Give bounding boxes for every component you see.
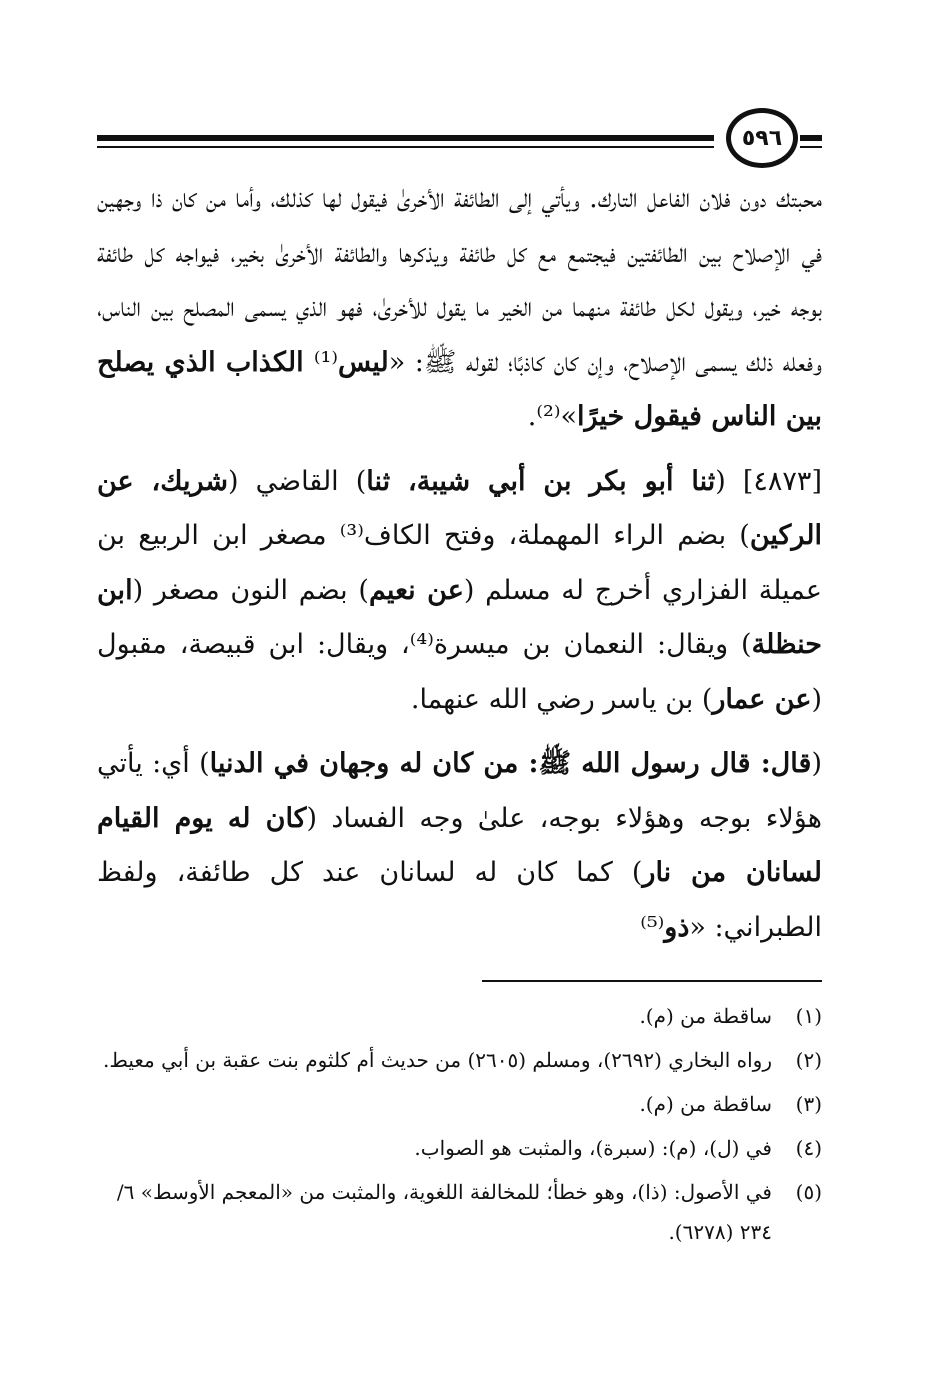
footnote-text: في (ل)، (م): (سبرة)، والمثبت هو الصواب. bbox=[414, 1136, 772, 1160]
footnote-text: ساقطة من (م). bbox=[639, 1004, 772, 1028]
bold-text-run: عن نعيم bbox=[368, 574, 464, 606]
main-text bbox=[97, 172, 822, 955]
footnote-number: (٣) bbox=[795, 1092, 822, 1116]
bold-text-run: ثنا أبو بكر بن أبي شيبة، ثنا bbox=[366, 465, 716, 497]
paragraph bbox=[97, 737, 822, 955]
footnote bbox=[97, 1040, 822, 1080]
footnote-number: (١) bbox=[795, 1004, 822, 1028]
text-run: ⁽⁵⁾ bbox=[640, 911, 665, 943]
footnote bbox=[97, 1172, 822, 1252]
text-run: ) بضم النون مصغر ( bbox=[132, 574, 369, 606]
page-header bbox=[97, 108, 822, 178]
footnote-number: (٢) bbox=[795, 1048, 822, 1072]
bold-text-run: كان له يوم القيام لسانان من نار bbox=[97, 802, 822, 888]
text-run: محبتك دون فلان الفاعل التارك. ويأتي إلى الطائفة الأخرىٰ فيقول لها كذلك، وأما من كان ذا وجهين في الإصلاح بين الطائفتين فيجتمع مع كل طائفة ويذكرها والطائفة الأخرىٰ بخير، فيواجه كل طائفة بوجه خير، ويقول لكل طائفة منهما من الخير ما يقول للأخرىٰ، فهو الذي يسمى المصلح بين الناس، وفعله ذلك يسمى الإصلاح، وإن كان كاذبًا؛ لقوله ﷺ: « bbox=[97, 183, 822, 378]
header-rule-right bbox=[800, 135, 822, 141]
bold-text-run: عن عمار bbox=[712, 683, 812, 715]
text-run: ) كما كان له لسانان عند كل طائفة، ولفظ الطبراني: « bbox=[97, 857, 822, 943]
bold-text-run: ابن حنظلة bbox=[97, 574, 822, 660]
text-run: ) أي: يأتي هؤلاء بوجه وهؤلاء بوجه، علىٰ وجه الفساد ( bbox=[97, 748, 822, 834]
footnote bbox=[97, 1128, 822, 1168]
bold-text-run: ذو bbox=[664, 911, 690, 943]
text-run: ) القاضي ( bbox=[228, 465, 367, 497]
text-run: [٤٨٧٣] ( bbox=[715, 465, 822, 497]
bold-text-run: قال: قال رسول الله ﷺ: من كان له وجهان في الدنيا bbox=[209, 748, 812, 779]
footnote bbox=[97, 996, 822, 1036]
footnote-number: (٤) bbox=[795, 1136, 822, 1160]
bold-text-run: الكذاب الذي يصلح بين الناس فيقول خيرًا bbox=[97, 346, 822, 432]
text-run: ( bbox=[811, 748, 822, 779]
text-run: ) بن ياسر رضي الله عنهما. bbox=[410, 683, 713, 715]
text-run: ) ويقال: النعمان بن ميسرة⁽⁴⁾، ويقال: ابن قبيصة، مقبول ( bbox=[97, 629, 822, 715]
text-run: ⁽¹⁾ bbox=[313, 346, 338, 378]
page-number: ٥٩٦ bbox=[726, 108, 798, 168]
footnote bbox=[97, 1084, 822, 1124]
bold-text-run: ليس bbox=[337, 346, 389, 378]
footnotes bbox=[97, 996, 822, 1256]
footnote-number: (٥) bbox=[795, 1180, 822, 1204]
paragraph bbox=[97, 455, 822, 728]
header-rule-right-thin bbox=[800, 146, 822, 148]
footnote-text: في الأصول: (ذا)، وهو خطأ؛ للمخالفة اللغوية، والمثبت من «المعجم الأوسط» ٦/ ٢٣٤ (٦٢٧٨). bbox=[116, 1180, 772, 1244]
header-rule-thin bbox=[97, 146, 714, 148]
paragraph bbox=[97, 172, 822, 445]
text-run: ) بضم الراء المهملة، وفتح الكاف⁽³⁾ مصغر ابن الربيع بن عميلة الفزاري أخرج له مسلم ( bbox=[97, 520, 822, 606]
footnote-text: ساقطة من (م). bbox=[639, 1092, 772, 1116]
footnote-separator bbox=[482, 980, 822, 982]
header-rule bbox=[97, 135, 714, 141]
bold-text-run: شريك، عن الركين bbox=[97, 465, 822, 551]
footnote-text: رواه البخاري (٢٦٩٢)، ومسلم (٢٦٠٥) من حديث أم كلثوم بنت عقبة بن أبي معيط. bbox=[103, 1048, 772, 1072]
text-run: »⁽²⁾. bbox=[527, 401, 577, 432]
